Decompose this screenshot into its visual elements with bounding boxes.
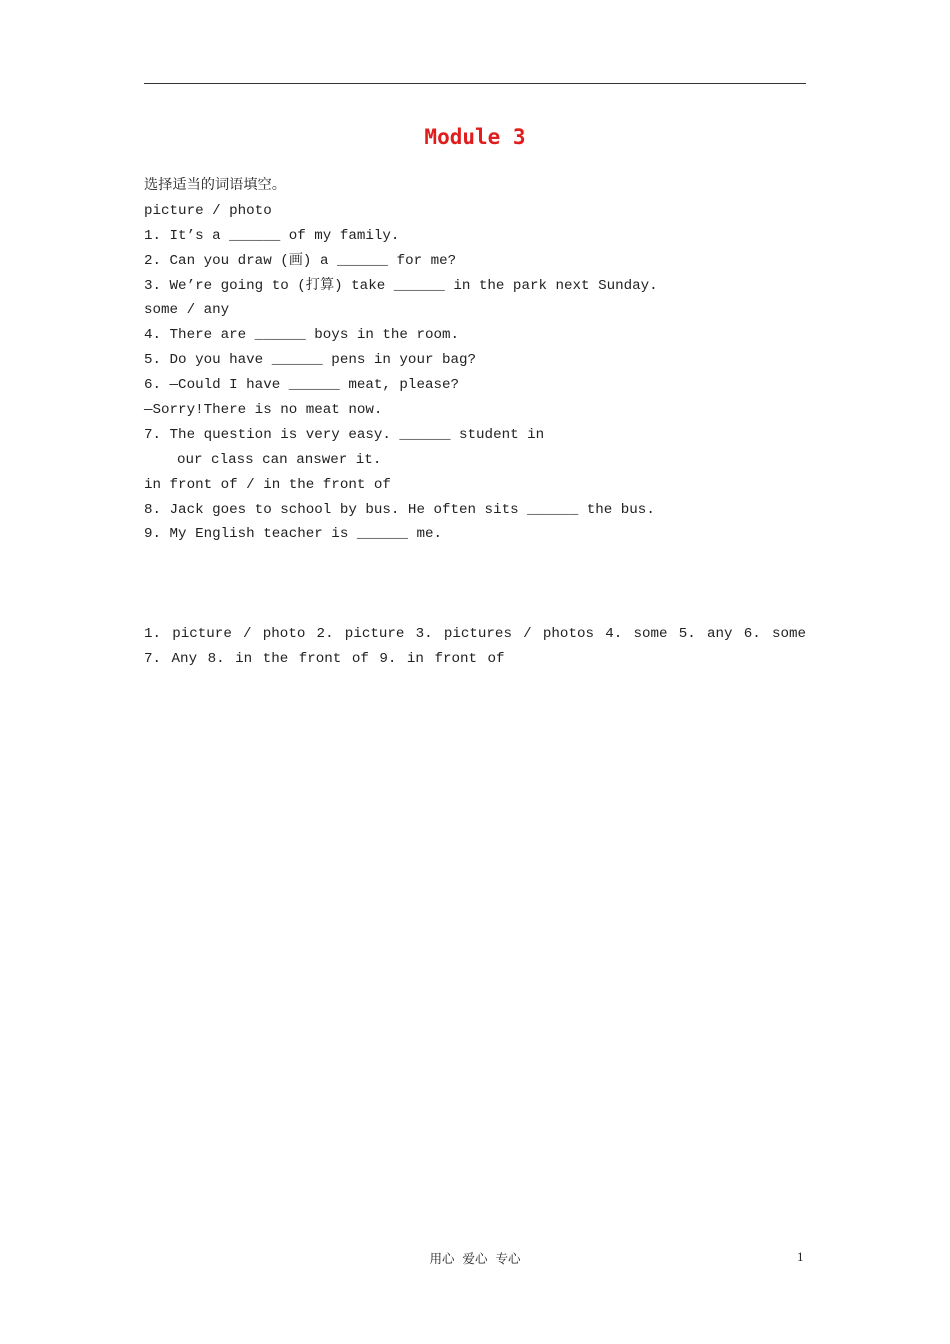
section-heading: picture / photo	[144, 202, 272, 219]
section-heading: some / any	[144, 302, 230, 319]
page-number: 1	[797, 1249, 804, 1264]
question-line: —Sorry!There is no meat now.	[144, 402, 383, 419]
question-line: 2. Can you draw (画) a ______ for me?	[144, 252, 457, 269]
question-line: 6. —Could I have ______ meat, please?	[144, 377, 460, 394]
page-footer: 用心 爱心 专心	[429, 1251, 521, 1266]
page-title: Module 3	[424, 125, 526, 149]
exercise-body	[144, 174, 806, 547]
question-line: 3. We’re going to (打算) take ______ in the park next Sunday.	[144, 277, 658, 294]
question-line: 1. It’s a ______ of my family.	[144, 227, 400, 244]
question-line: 8. Jack goes to school by bus. He often sits ______ the bus.	[144, 501, 655, 518]
question-line: 9. My English teacher is ______ me.	[144, 526, 442, 543]
instruction: 选择适当的词语填空。	[144, 178, 286, 194]
question-line-continuation: our class can answer it.	[177, 451, 382, 468]
answer-key: 1. picture / photo 2. picture 3. pictures / photos 4. some 5. any 6. some 7. Any 8. in the front of 9. in front of	[144, 626, 806, 667]
header-rule	[144, 83, 806, 84]
question-line: 4. There are ______ boys in the room.	[144, 327, 460, 344]
question-line: 7. The question is very easy. ______ student in	[144, 426, 545, 443]
question-line: 5. Do you have ______ pens in your bag?	[144, 352, 477, 369]
section-heading: in front of / in the front of	[144, 476, 391, 493]
